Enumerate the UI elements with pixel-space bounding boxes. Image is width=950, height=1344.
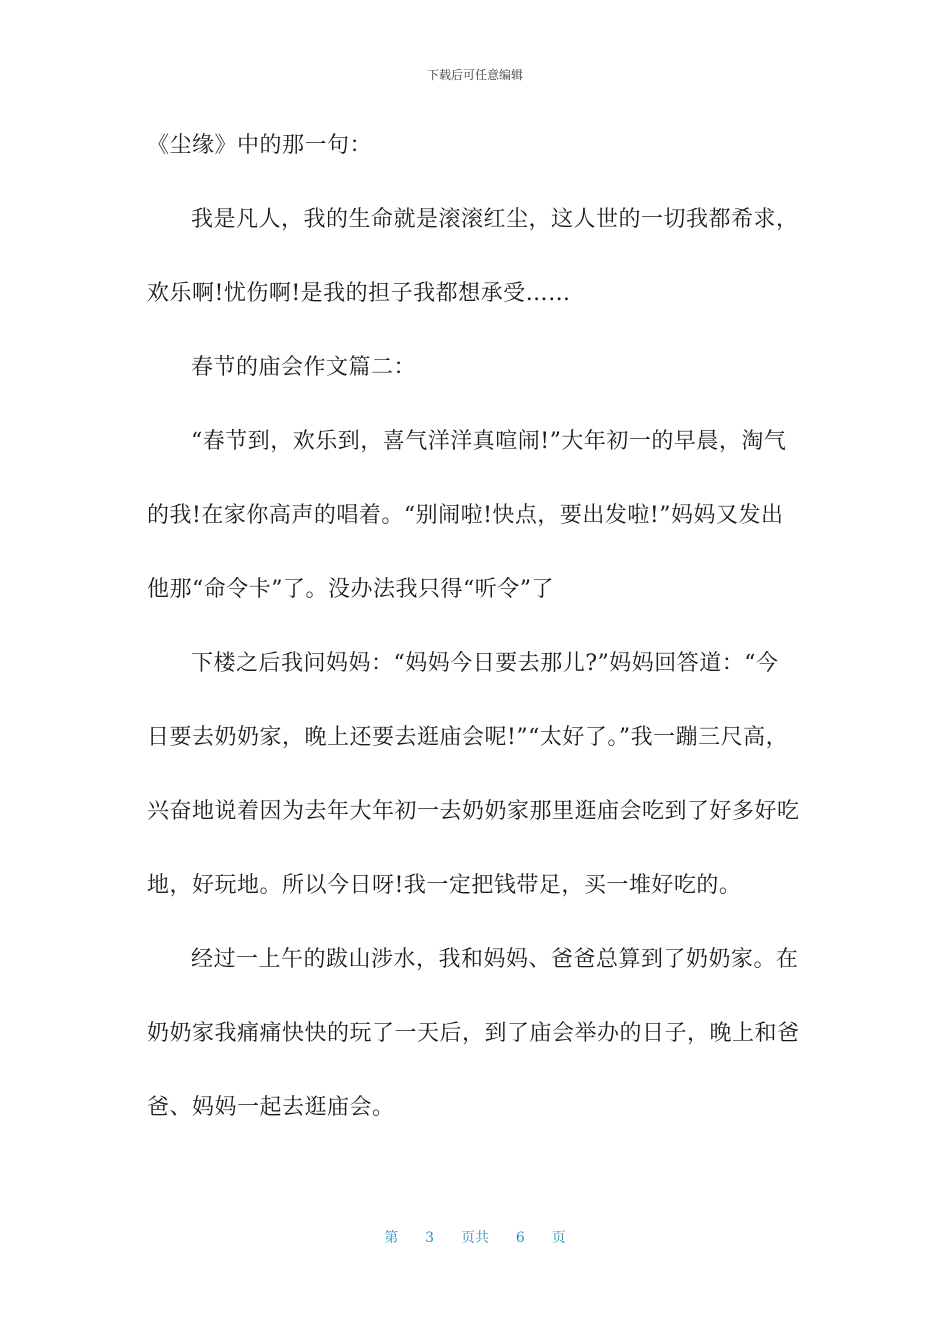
text-line-10: 兴奋地说着因为去年大年初一去奶奶家那里逛庙会吃到了好多好吃: [147, 799, 800, 824]
text-line-9: 日要去奶奶家，晚上还要去逛庙会呢!”“太好了。”我一蹦三尺高，: [147, 725, 789, 750]
current-page-number: 3: [425, 1230, 435, 1246]
text-line-2: 我是凡人，我的生命就是滚滚红尘，这人世的一切我都希求，: [191, 207, 799, 232]
text-line-12: 经过一上午的跋山涉水，我和妈妈、爸爸总算到了奶奶家。在: [191, 947, 799, 972]
text-line-7: 他那“命令卡”了。没办法我只得“听令”了: [147, 577, 554, 602]
text-line-3: 欢乐啊!忧伤啊!是我的担子我都想承受……: [147, 281, 571, 306]
text-line-13: 奶奶家我痛痛快快的玩了一天后，到了庙会举办的日子，晚上和爸: [147, 1021, 800, 1046]
footer-suffix: 页: [551, 1230, 566, 1246]
page-header: 下载后可任意编辑: [426, 68, 523, 82]
total-page-number: 6: [515, 1230, 525, 1246]
section-heading: 春节的庙会作文篇二：: [191, 355, 417, 380]
text-line-14: 爸、妈妈一起去逛庙会。: [147, 1095, 395, 1120]
page-footer: [0, 1227, 950, 1247]
text-line-8: 下楼之后我问妈妈：“妈妈今日要去那儿?”妈妈回答道：“今: [191, 651, 779, 676]
footer-middle: 页共: [461, 1230, 489, 1246]
text-line-6: 的我!在家你高声的唱着。“别闹啦!快点，要出发啦!”妈妈又发出: [147, 503, 784, 528]
footer-prefix: 第: [384, 1230, 399, 1246]
text-line-5: “春节到，欢乐到，喜气洋洋真喧闹!”大年初一的早晨，淘气: [191, 429, 787, 454]
text-line-1: 《尘缘》中的那一句：: [147, 133, 373, 158]
text-line-11: 地，好玩地。所以今日呀!我一定把钱带足，买一堆好吃的。: [147, 873, 742, 898]
document-body: [147, 121, 817, 1157]
